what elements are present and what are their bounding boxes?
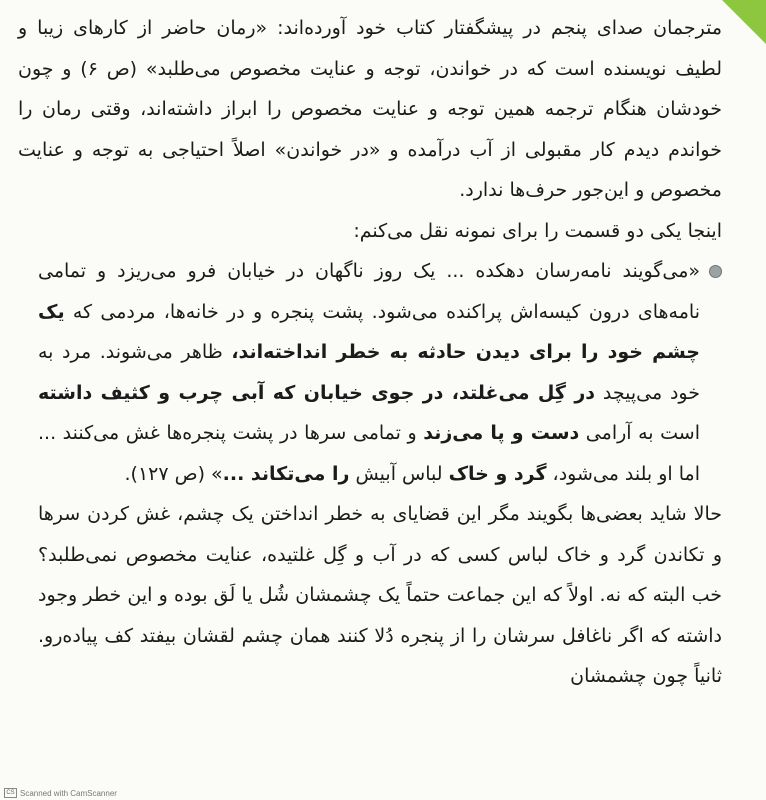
quoted-passage: [18, 251, 722, 494]
corner-tab-mark: [722, 0, 766, 44]
intro-paragraph: مترجمان صدای پنجم در پیشگفتار کتاب خود آورده‌اند: «رمان حاضر از کارهای زیبا و لطیف نویسنده است که در خواندن، توجه و عنایت مخصوص می‌طلبد» (ص ۶) و چون خودشان هنگام ترجمه همین توجه و عنایت مخصوص را ابراز داشته‌اند، وقتی رمان را خواندم دیدم کار مقبولی از آب درآمده و «در خواندن» اصلاً احتیاجی به توجه و عنایت مخصوص و این‌جور حرف‌ها ندارد.: [18, 17, 722, 201]
quote-text-3: است به آرامی: [579, 422, 700, 444]
quote-bold-4: گرد و خاک: [448, 462, 547, 485]
closing-paragraph: حالا شاید بعضی‌ها بگویند مگر این قضایای به خطر انداختن یک چشم، غش کردن سرها و تکاندن گرد و خاک لباس کسی که در آب و گِل غلتیده، عنایت مخصوص نمی‌طلبد؟ خب البته که نه. اولاً که این جماعت حتماً یک چشمشان شُل یا لَق بوده و این خطر وجود داشته که اگر ناغافل سرشان را از پنجره دُلا کنند همان چشم لقشان بیفتد کف پیاده‌رو. ثانیاً چون چشمشان: [38, 503, 722, 687]
quote-text-6: » (ص ۱۲۷).: [124, 462, 223, 485]
page-body: [18, 8, 722, 697]
quote-text-4: و تمامی سرها در پشت پنجره‌ها غش می‌کنند ... اما او بلند می‌شود،: [38, 422, 700, 485]
quote-bold-1: یک چشم خود را برای دیدن حادثه به خطر انداخته‌اند،: [38, 300, 701, 363]
quote-bold-2: در گِل می‌غلتد، در جوی خیابان که آبی چرب و کثیف داشته: [38, 381, 596, 404]
quote-text-2: ظاهر می‌شوند. مرد به خود می‌پیچد: [38, 341, 700, 404]
quote-bold-5: را می‌تکاند ...: [222, 462, 350, 485]
scanner-watermark: [4, 788, 117, 798]
quote-text-1: «می‌گویند نامه‌رسان دهکده ... یک روز ناگهان در خیابان فرو می‌ریزد و تمامی نامه‌های درون کیسه‌اش پراکنده می‌شود. پشت پنجره و در خانه‌ها، مردمی که: [38, 260, 700, 323]
bullet-icon: [709, 265, 722, 278]
quote-text-5: لباس آبیش: [349, 462, 449, 485]
lead-in-line: اینجا یکی دو قسمت را برای نمونه نقل می‌کنم:: [353, 219, 722, 242]
quote-bold-3: دست و پا می‌زند: [423, 422, 580, 444]
camscanner-logo-icon: CS: [4, 788, 17, 798]
scanner-watermark-text: Scanned with CamScanner: [20, 788, 117, 798]
